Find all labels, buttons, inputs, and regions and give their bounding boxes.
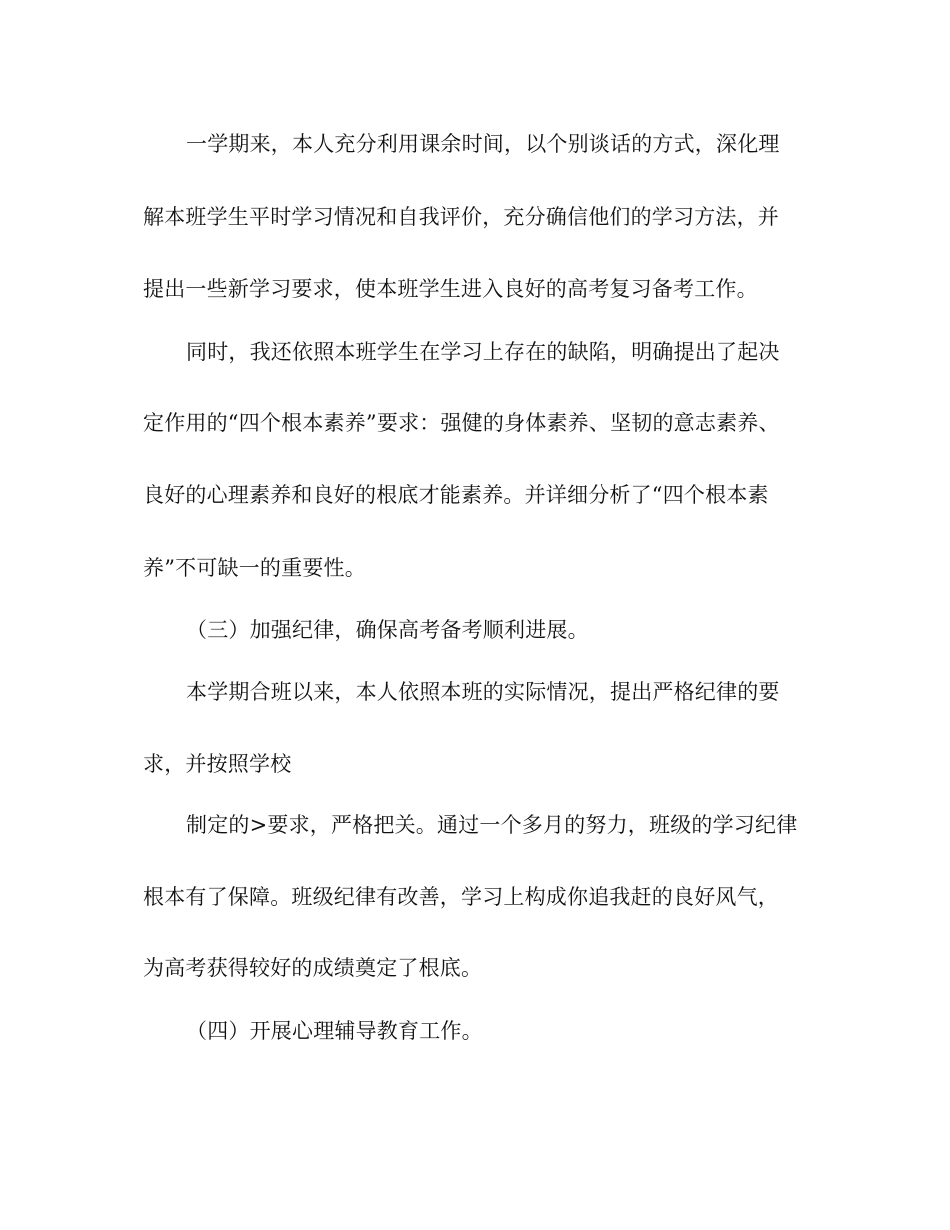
paragraph-line: 养”不可缺一的重要性。 (143, 556, 366, 580)
paragraph-line: 为高考获得较好的成绩奠定了根底。 (143, 956, 483, 980)
paragraph-line: 一学期来，本人充分利用课余时间，以个别谈话的方式，深化理 (186, 132, 780, 156)
paragraph-line: 求，并按照学校 (143, 752, 292, 776)
paragraph-line: 制定的>要求，严格把关。通过一个多月的努力，班级的学习纪律 (186, 813, 798, 837)
paragraph-line: 定作用的“四个根本素养”要求：强健的身体素养、坚韧的意志素养、 (143, 411, 780, 435)
paragraph-line: 根本有了保障。班级纪律有改善，学习上构成你追我赶的良好风气， (143, 885, 779, 909)
section-heading: （三）加强纪律，确保高考备考顺利进展。 (186, 618, 589, 642)
paragraph-line: 提出一些新学习要求，使本班学生进入良好的高考复习备考工作。 (143, 277, 758, 301)
paragraph-line: 同时，我还依照本班学生在学习上存在的缺陷，明确提出了起决 (186, 340, 780, 364)
paragraph-line: 解本班学生平时学习情况和自我评价，充分确信他们的学习方法，并 (143, 205, 779, 229)
section-heading: （四）开展心理辅导教育工作。 (186, 1019, 483, 1043)
paragraph-line: 良好的心理素养和良好的根底才能素养。并详细分析了“四个根本素 (143, 483, 769, 507)
paragraph-line: 本学期合班以来，本人依照本班的实际情况，提出严格纪律的要 (186, 680, 780, 704)
